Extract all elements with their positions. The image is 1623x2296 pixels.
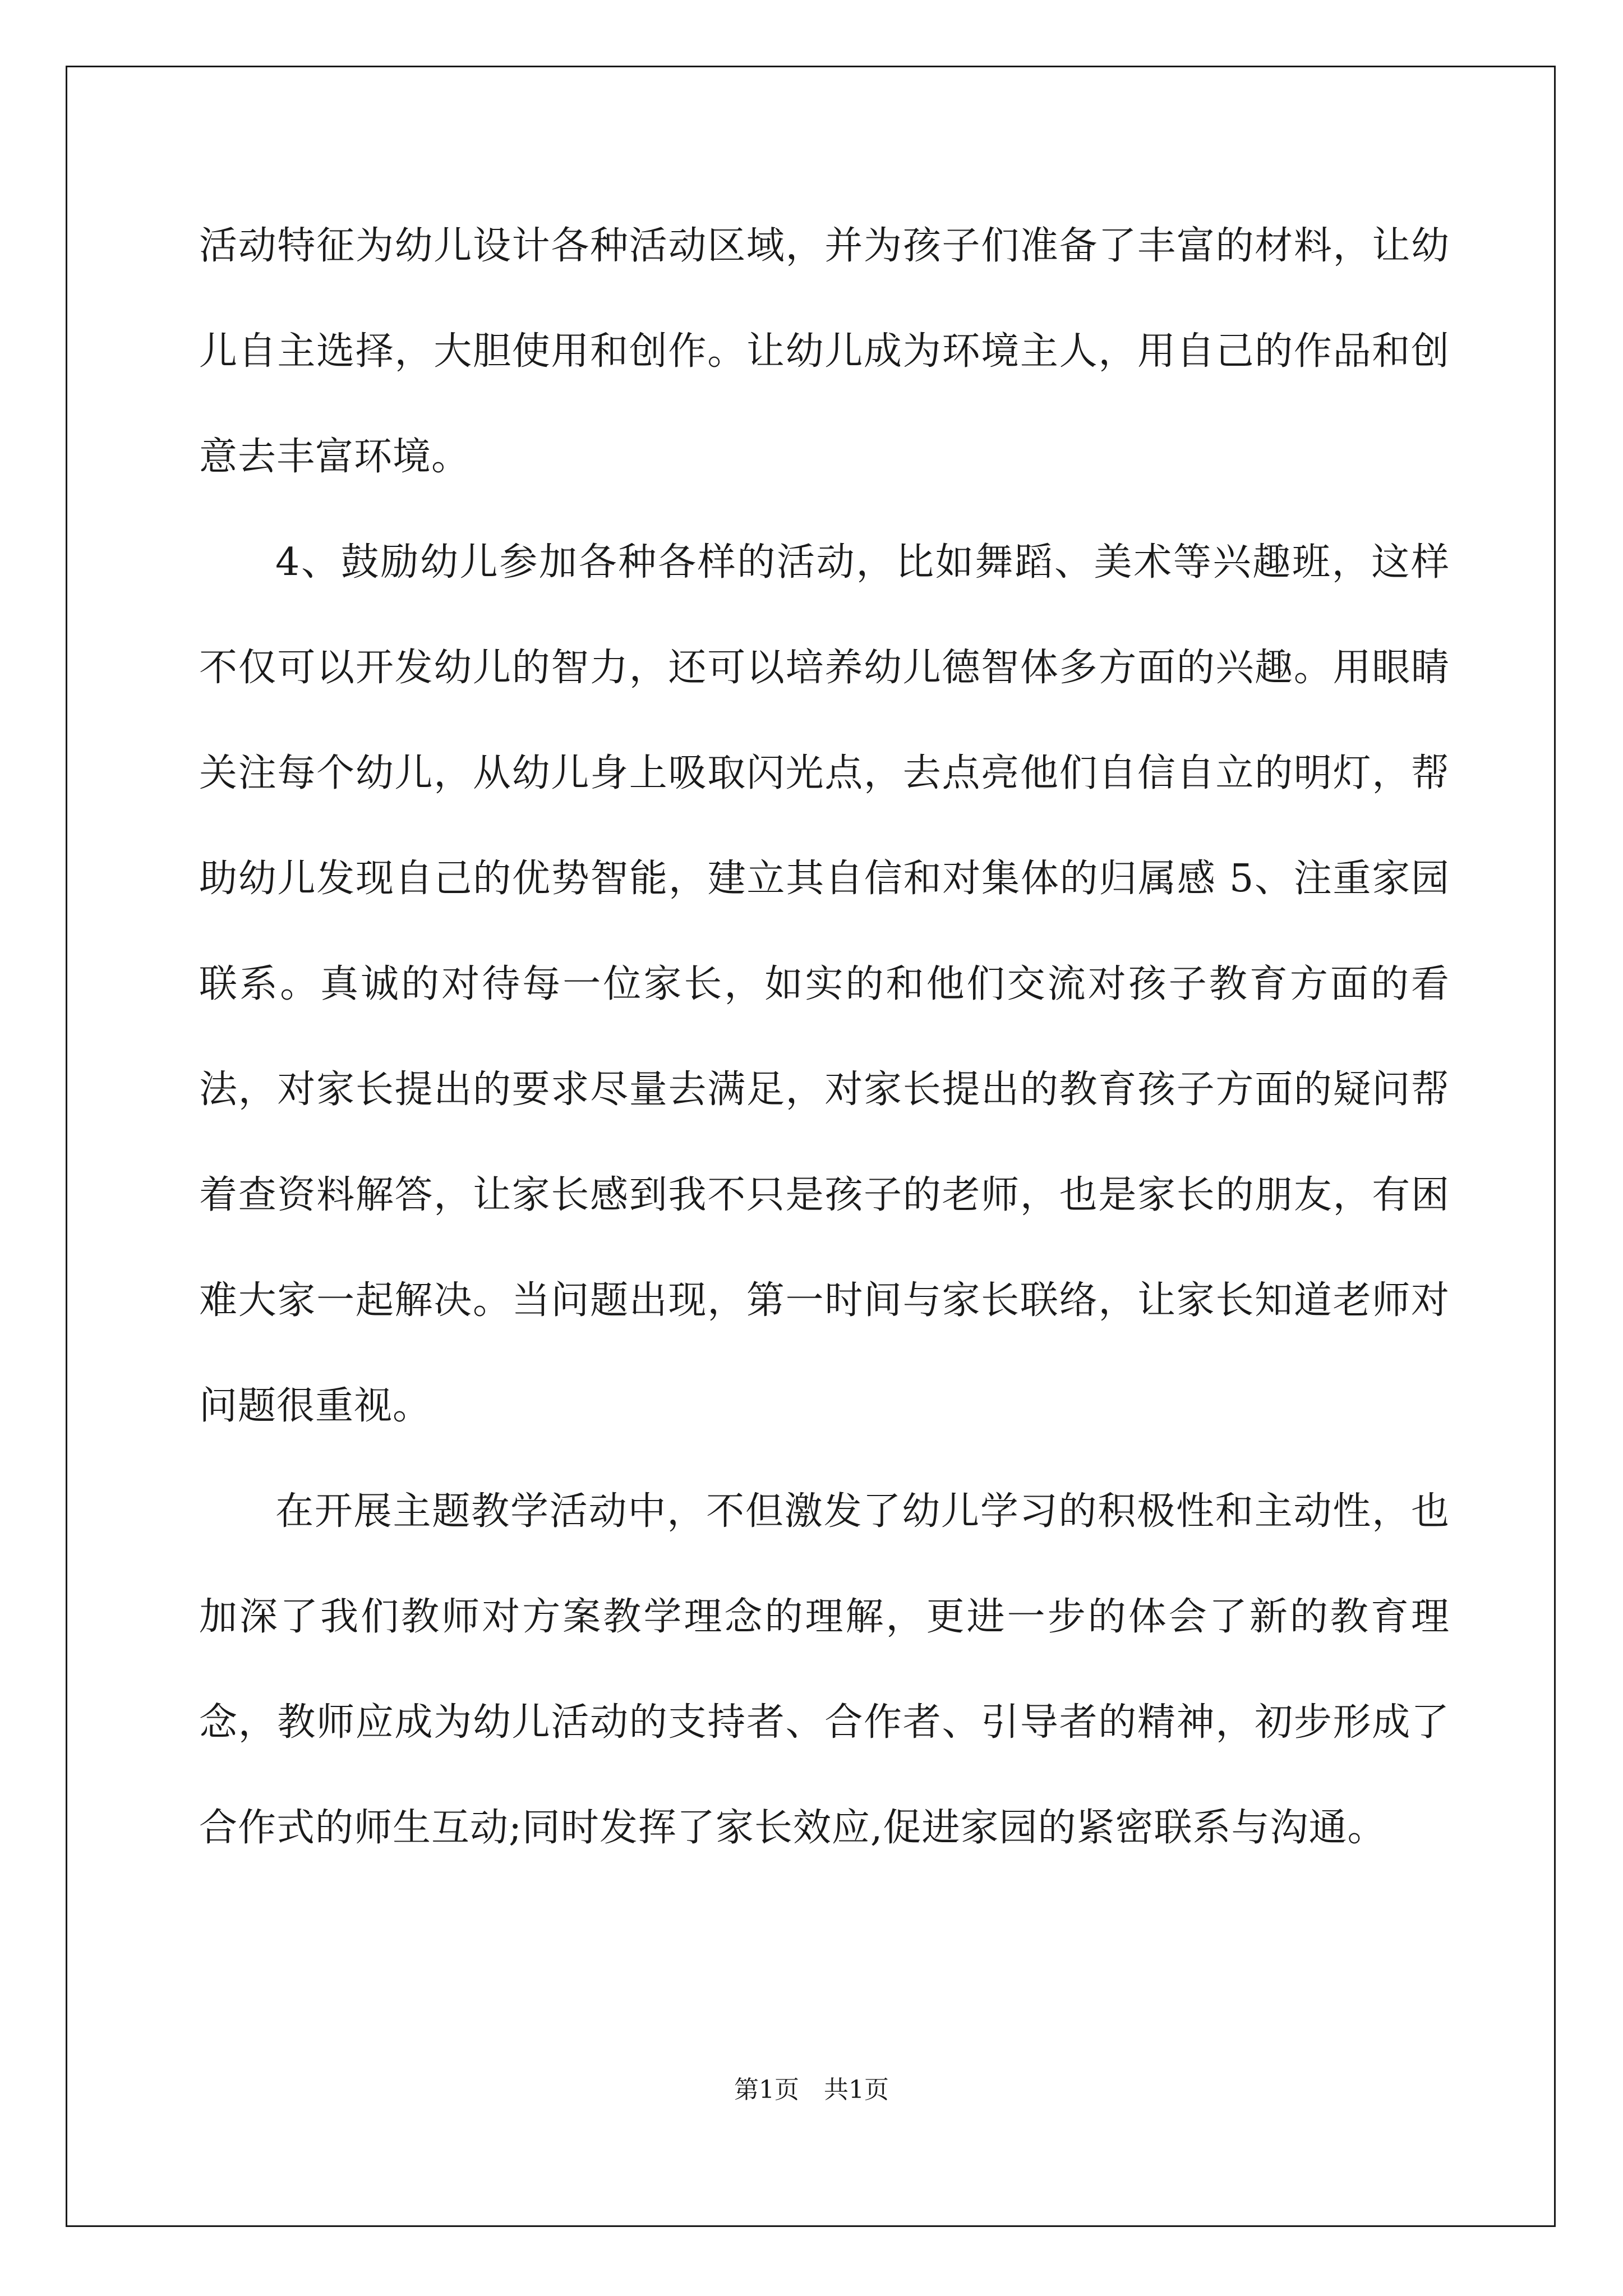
paragraph-2: 4、鼓励幼儿参加各种各样的活动，比如舞蹈、美术等兴趣班，这样不仅可以开发幼儿的智力，还可以培养幼儿德智体多方面的兴趣。用眼睛关注每个幼儿，从幼儿身上吸取闪光点，去点亮他们自信自立的明灯，帮助幼儿发现自己的优势智能，建立其自信和对集体的归属感 5、注重家园联系。真诚的对待每一位家长，如实的和他们交流对孩子教育方面的看法，对家长提出的要求尽量去满足，对家长提出的教育孩子方面的疑问帮着查资料解答，让家长感到我不只是孩子的老师，也是家长的朋友，有困难大家一起解决。当问题出现，第一时间与家长联络，让家长知道老师对问题很重视。 xyxy=(199,540,1450,1428)
paragraph-1: 活动特征为幼儿设计各种活动区域，并为孩子们准备了丰富的材料，让幼儿自主选择，大胆使用和创作。让幼儿成为环境主人，用自己的作品和创意去丰富环境。 xyxy=(199,224,1450,479)
document-body xyxy=(199,194,1450,1881)
paragraph-3: 在开展主题教学活动中，不但激发了幼儿学习的积极性和主动性，也加深了我们教师对方案教学理念的理解，更进一步的体会了新的教育理念，教师应成为幼儿活动的支持者、合作者、引导者的精神，初步形成了合作式的师生互动;同时发挥了家长效应,促进家园的紧密联系与沟通。 xyxy=(199,1489,1450,1850)
page-footer: 第1页 共1页 xyxy=(734,2076,889,2104)
